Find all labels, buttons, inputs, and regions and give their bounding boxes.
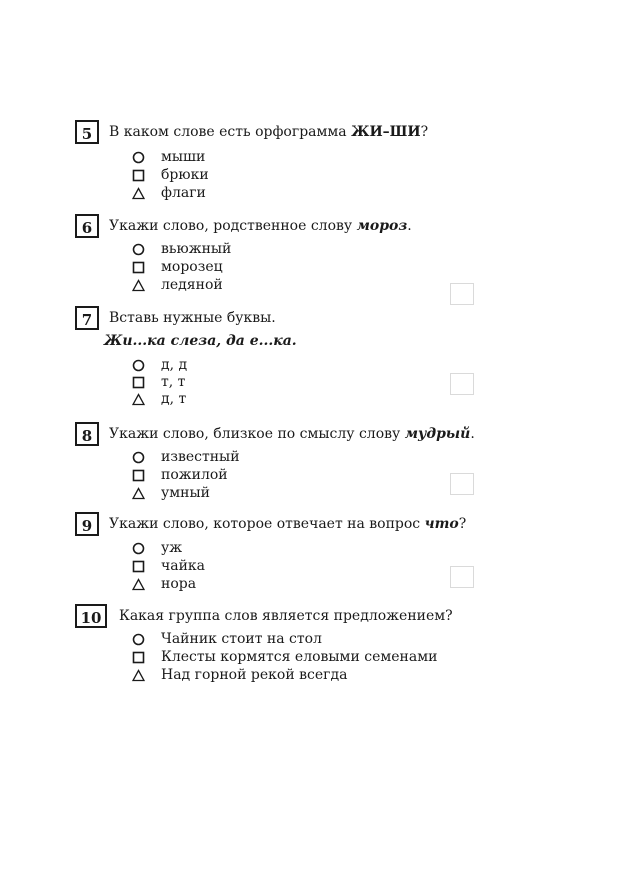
option-label: ледяной — [161, 277, 223, 293]
triangle-icon — [132, 279, 145, 292]
question-number: 5 — [75, 120, 99, 144]
option-label: умный — [161, 485, 210, 501]
option-label: Клесты кормятся еловыми семенами — [161, 649, 438, 665]
square-icon — [132, 469, 145, 482]
question-subline: Жи...ка слеза, да е...ка. — [104, 333, 297, 349]
option-label: пожилой — [161, 467, 228, 483]
option-label: т, т — [161, 374, 186, 390]
bleed-through-box — [450, 566, 474, 588]
square-icon — [132, 261, 145, 274]
option-label: Чайник стоит на стол — [161, 631, 322, 647]
option-label: д, т — [161, 391, 187, 407]
question-text: В каком слове есть орфограмма ЖИ–ШИ? — [109, 124, 429, 140]
question-number: 7 — [75, 306, 99, 330]
option-label: чайка — [161, 558, 206, 574]
question-text: Укажи слово, близкое по смыслу слову мудрый. — [109, 426, 475, 442]
bleed-through-box — [450, 373, 474, 395]
bleed-through-box — [450, 473, 474, 495]
square-icon — [132, 169, 145, 182]
option-label: мыши — [161, 149, 206, 165]
triangle-icon — [132, 187, 145, 200]
option-label: Над горной рекой всегда — [161, 667, 348, 683]
circle-icon — [132, 243, 145, 256]
option-label: д, д — [161, 357, 188, 373]
option-label: морозец — [161, 259, 223, 275]
option-label: нора — [161, 576, 197, 592]
question-text: Какая группа слов является предложением? — [119, 608, 453, 624]
circle-icon — [132, 151, 145, 164]
question-text: Вставь нужные буквы. — [109, 310, 276, 326]
option-label: уж — [161, 540, 183, 556]
circle-icon — [132, 542, 145, 555]
question-number: 6 — [75, 214, 99, 238]
bleed-through-box — [450, 283, 474, 305]
option-label: известный — [161, 449, 240, 465]
circle-icon — [132, 359, 145, 372]
square-icon — [132, 376, 145, 389]
question-text: Укажи слово, которое отвечает на вопрос что? — [109, 516, 467, 532]
circle-icon — [132, 451, 145, 464]
triangle-icon — [132, 578, 145, 591]
triangle-icon — [132, 487, 145, 500]
question-number: 10 — [75, 604, 107, 628]
triangle-icon — [132, 669, 145, 682]
question-number: 9 — [75, 512, 99, 536]
option-label: вьюжный — [161, 241, 232, 257]
option-label: брюки — [161, 167, 209, 183]
question-number: 8 — [75, 422, 99, 446]
question-text: Укажи слово, родственное слову мороз. — [109, 218, 412, 234]
triangle-icon — [132, 393, 145, 406]
circle-icon — [132, 633, 145, 646]
square-icon — [132, 651, 145, 664]
square-icon — [132, 560, 145, 573]
option-label: флаги — [161, 185, 206, 201]
